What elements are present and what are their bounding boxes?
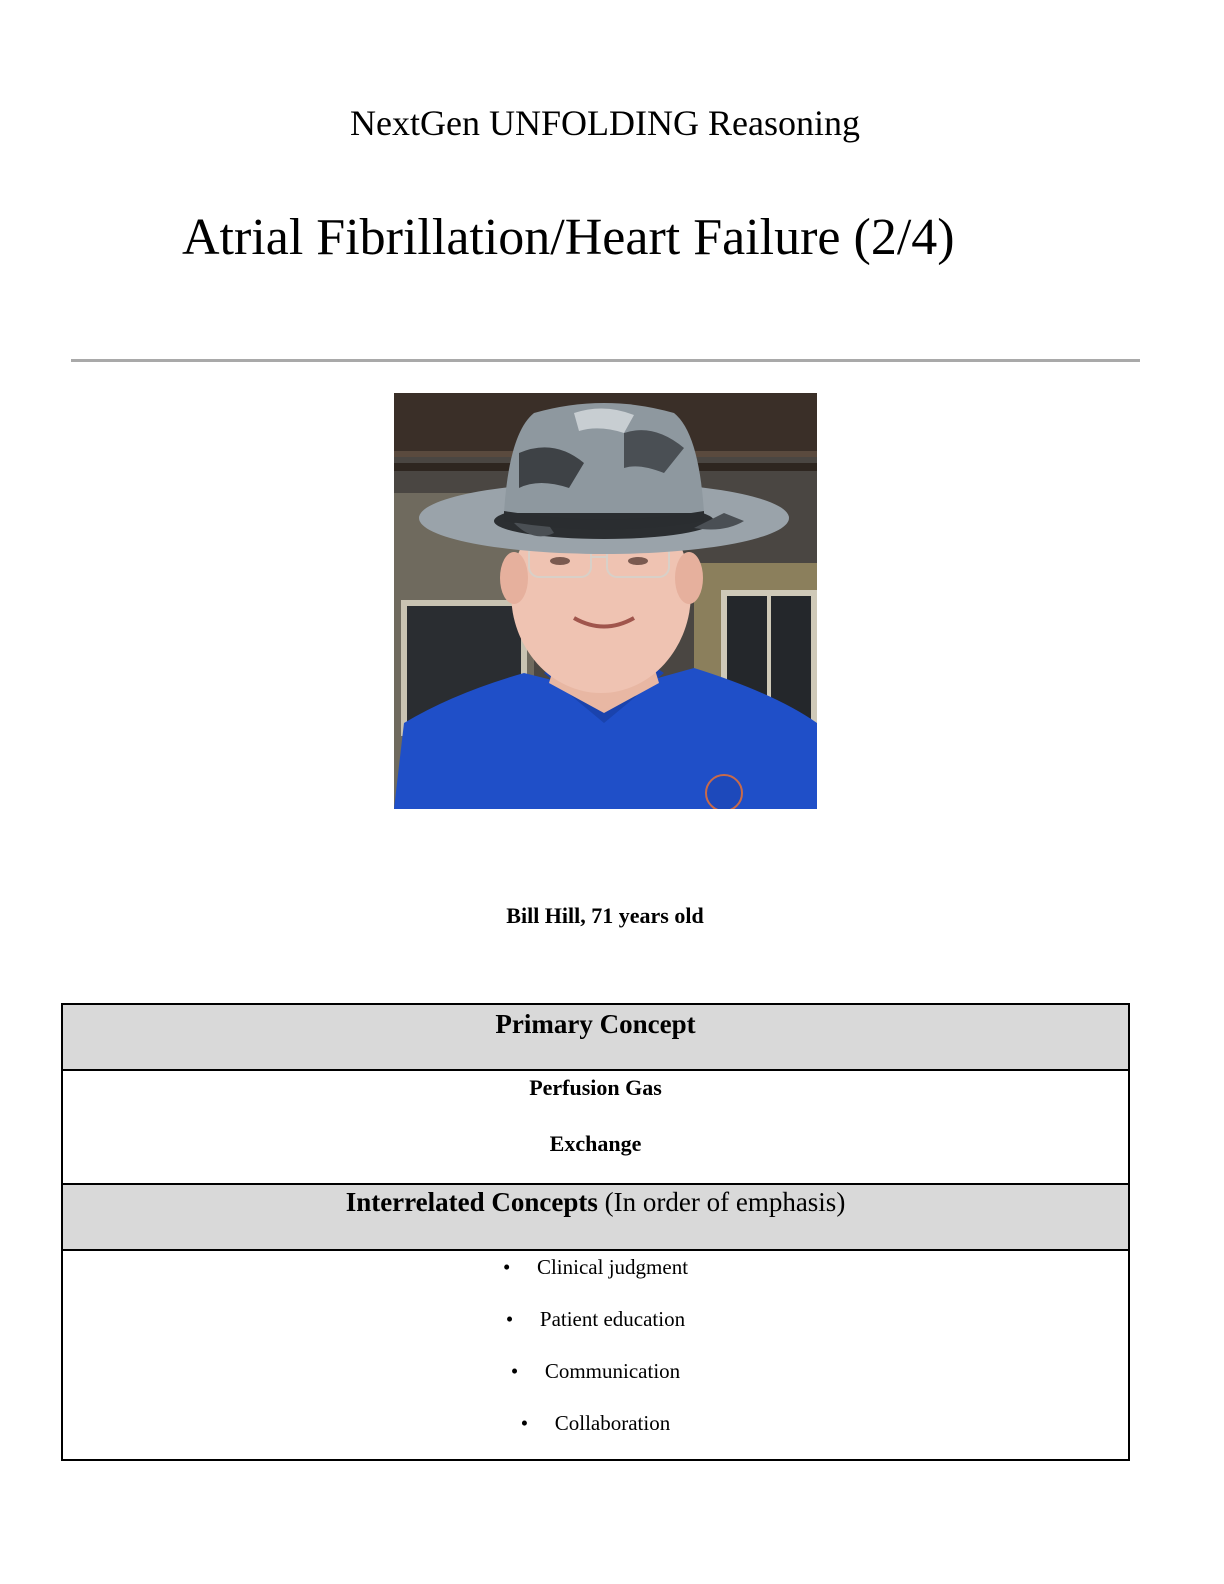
- interrelated-concepts-heading: Interrelated Concepts: [345, 1187, 598, 1217]
- list-item: [63, 1306, 1128, 1358]
- divider: [71, 359, 1140, 362]
- list-item-label: Communication: [544, 1359, 681, 1383]
- patient-photo: [394, 393, 817, 809]
- interrelated-concepts-list: [63, 1254, 1128, 1462]
- primary-concept-cell: [63, 1071, 1128, 1185]
- list-item: [63, 1410, 1128, 1462]
- concept-table: [61, 1003, 1130, 1461]
- bullet-icon: •: [510, 1359, 519, 1383]
- list-item: [63, 1358, 1128, 1410]
- interrelated-concepts-header: [63, 1185, 1128, 1251]
- interrelated-concepts-note: (In order of emphasis): [604, 1187, 846, 1217]
- primary-concept-line: Exchange: [549, 1131, 642, 1156]
- bullet-icon: •: [520, 1411, 529, 1435]
- list-item-label: Collaboration: [554, 1411, 671, 1435]
- interrelated-concepts-cell: [63, 1251, 1128, 1459]
- primary-concept-heading: Primary Concept: [495, 1009, 696, 1039]
- list-item-label: Patient education: [539, 1307, 686, 1331]
- case-title: Atrial Fibrillation/Heart Failure (2/4): [182, 209, 955, 266]
- primary-concept-line: Perfusion Gas: [529, 1075, 662, 1100]
- list-item: [63, 1254, 1128, 1306]
- bullet-icon: •: [502, 1255, 511, 1279]
- bullet-icon: •: [505, 1307, 514, 1331]
- series-title: NextGen UNFOLDING Reasoning: [350, 103, 860, 143]
- patient-photo-icon: [394, 393, 817, 809]
- primary-concept-header: [63, 1005, 1128, 1071]
- list-item-label: Clinical judgment: [536, 1255, 689, 1279]
- patient-caption: Bill Hill, 71 years old: [506, 903, 704, 928]
